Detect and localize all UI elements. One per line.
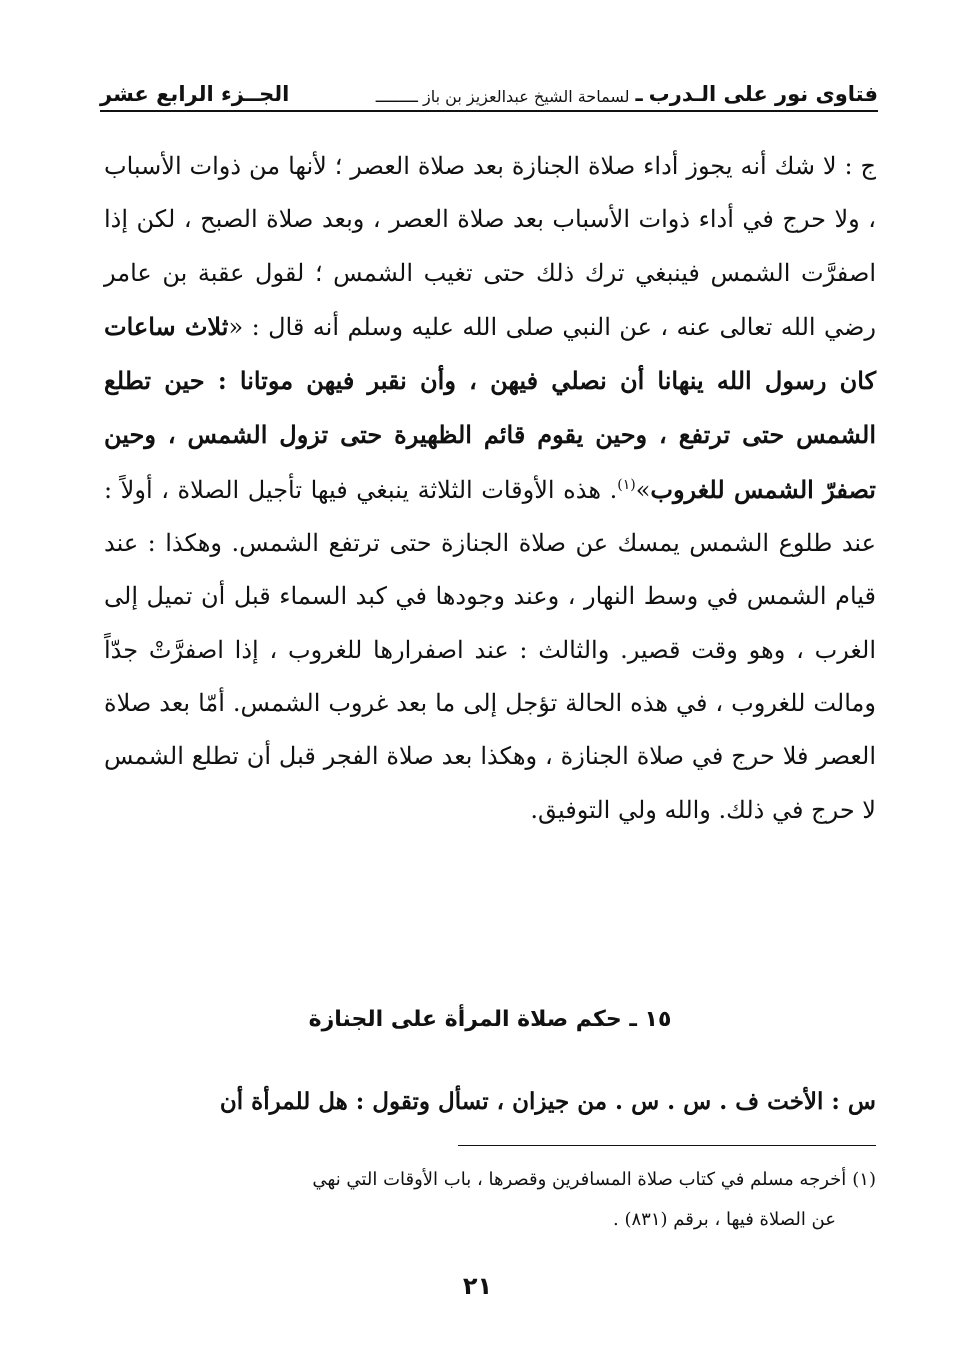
- footnote: [104, 1160, 876, 1240]
- header-separator: ـ: [635, 82, 643, 106]
- answer-paragraph: [104, 140, 876, 837]
- header-book-title: فتاوى نور على الـدرب: [648, 82, 878, 106]
- header-author: لسماحة الشيخ عبدالعزيز بن باز ـــــــــ: [375, 87, 630, 106]
- header-rule: [100, 110, 878, 112]
- footnote-ref-mark: (١): [617, 476, 636, 493]
- footnote-number: (١): [852, 1169, 876, 1190]
- header-book-info: [376, 82, 878, 106]
- hadith-quote: ثلاث ساعات كان رسول الله ينهانا أن نصلي فيهن ، وأن نقبر فيهن موتانا : حين تطلع الشمس حتى ترتفع ، وحين يقوم قائم الظهيرة حتى تزول الشمس ، وحين تصفرّ الشمس للغروب: [104, 311, 877, 504]
- header-part: الجــزء الرابع عشر: [100, 82, 290, 106]
- answer-text-intro: ج : لا شك أنه يجوز أداء صلاة الجنازة بعد صلاة العصر ؛ لأنها من ذوات الأسباب ، ولا حرج في أداء ذوات الأسباب بعد صلاة العصر ، وبعد صلاة الصبح ، لكن إذا اصفرَّت الشمس فينبغي ترك ذلك حتى تغيب الشمس ؛ لقول عقبة بن عامر رضي الله تعالى عنه ، عن النبي صلى الله عليه وسلم أنه قال : «: [104, 152, 876, 341]
- footnote-text-1: أخرجه مسلم في كتاب صلاة المسافرين وقصرها ، باب الأوقات التي نهي: [312, 1169, 847, 1190]
- section-heading: ١٥ ـ حكم صلاة المرأة على الجنازة: [308, 1007, 672, 1032]
- hadith-close-quote: »: [635, 475, 651, 504]
- answer-body: [104, 140, 876, 837]
- footnote-rule: [458, 1145, 876, 1146]
- footnote-line-1: [104, 1160, 876, 1200]
- answer-text-continued: . هذه الأوقات الثلاثة ينبغي فيها تأجيل الصلاة ، أولاً : عند طلوع الشمس يمسك عن صلاة الجنازة حتى ترتفع الشمس. وهكذا : عند قيام الشمس في وسط النهار ، وعند وجودها في كبد السماء قبل أن تميل إلى الغرب ، وهو وقت قصير. والثالث : عند اصفرارها للغروب ، إذا اصفرَّتْ جدّاً ومالت للغروب ، في هذه الحالة تؤجل إلى ما بعد غروب الشمس. أمّا بعد صلاة العصر فلا حرج في صلاة الجنازة ، وهكذا بعد صلاة الفجر قبل أن تطلع الشمس لا حرج في ذلك. والله ولي التوفيق.: [104, 475, 877, 824]
- question-line: س : الأخت ف . س . س . من جيزان ، تسأل وتقول : هل للمرأة أن: [219, 1088, 876, 1115]
- running-header: [100, 64, 878, 106]
- page-number: ٢١: [462, 1272, 493, 1300]
- footnote-line-2: عن الصلاة فيها ، برقم (٨٣١) .: [613, 1209, 836, 1230]
